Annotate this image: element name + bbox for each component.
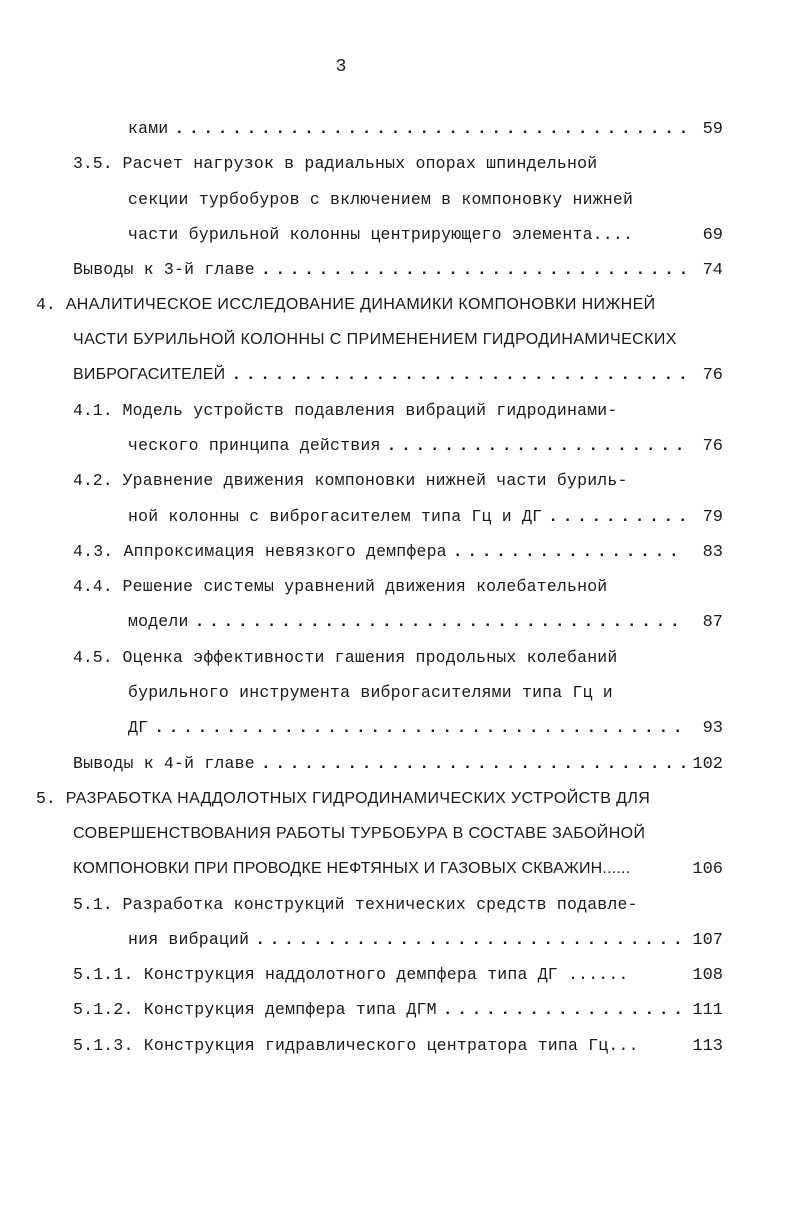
toc-entry-text: Разработка конструкций технических средств подавле- bbox=[122, 895, 638, 914]
section-number: 3.5. bbox=[73, 154, 113, 173]
toc-entry-text: ной колонны с виброгасителем типа Гц и ДГ bbox=[128, 507, 543, 526]
toc-chapter-continuation bbox=[73, 821, 645, 847]
section-number: 5.1.1. bbox=[73, 965, 134, 984]
toc-entry-page: 76 bbox=[702, 366, 723, 385]
toc-entry-text: Модель устройств подавления вибраций гидродинами- bbox=[122, 401, 618, 420]
toc-entry-page: 106 bbox=[692, 860, 723, 879]
toc-entry-text: Выводы к 3-й главе bbox=[73, 260, 255, 279]
section-number: 4.5. bbox=[73, 648, 113, 667]
toc-entry-page: 107 bbox=[692, 931, 723, 950]
toc-entry bbox=[73, 892, 638, 918]
toc-entry-text: ния вибраций bbox=[128, 930, 250, 949]
toc-entry bbox=[73, 151, 597, 177]
toc-entry-page: 108 bbox=[692, 966, 723, 985]
toc-entry bbox=[73, 539, 723, 565]
leader-dots bbox=[255, 927, 685, 953]
section-number: 4.4. bbox=[73, 577, 113, 596]
toc-chapter-title: СОВЕРШЕНСТВОВАНИЯ РАБОТЫ ТУРБОБУРА В СОСТАВЕ ЗАБОЙНОЙ bbox=[73, 825, 646, 842]
toc-entry-text: Выводы к 4-й главе bbox=[73, 754, 255, 773]
toc-chapter bbox=[36, 786, 650, 812]
toc-entry-page: 83 bbox=[702, 543, 723, 562]
leader-dots bbox=[443, 997, 685, 1023]
toc-entry bbox=[73, 997, 723, 1023]
toc-entry-text: Уравнение движения компоновки нижней части буриль- bbox=[122, 471, 628, 490]
toc-entry-continuation bbox=[128, 680, 613, 706]
toc-entry-page: 111 bbox=[692, 1001, 723, 1020]
leader-dots bbox=[195, 609, 685, 635]
toc-entry-page: 79 bbox=[702, 508, 723, 527]
leader-dots bbox=[231, 362, 685, 388]
leader-dots bbox=[154, 715, 685, 741]
toc-entry-page: 93 bbox=[702, 719, 723, 738]
chapter-number: 4. bbox=[36, 295, 56, 314]
toc-entry-continuation bbox=[128, 715, 723, 741]
toc-entry-text: Решение системы уравнений движения колебательной bbox=[122, 577, 608, 596]
toc-entry bbox=[73, 751, 723, 777]
leader-dots bbox=[261, 751, 685, 777]
toc-entry-text: ками bbox=[128, 119, 169, 138]
toc-entry bbox=[73, 574, 607, 600]
section-number: 5.1. bbox=[73, 895, 113, 914]
toc-entry bbox=[128, 116, 723, 142]
toc-entry-page: 69 bbox=[702, 226, 723, 245]
toc-chapter-title: ВИБРОГАСИТЕЛЕЙ bbox=[73, 366, 226, 383]
toc-entry-continuation bbox=[128, 927, 723, 953]
toc-entry-page: 87 bbox=[702, 613, 723, 632]
page-number: 3 bbox=[335, 57, 347, 77]
toc-entry bbox=[73, 645, 618, 671]
section-number: 5.1.2. bbox=[73, 1000, 134, 1019]
toc-entry-page: 59 bbox=[702, 120, 723, 139]
toc-chapter-title: АНАЛИТИЧЕСКОЕ ИССЛЕДОВАНИЕ ДИНАМИКИ КОМПОНОВКИ НИЖНЕЙ bbox=[65, 296, 656, 313]
toc-entry-page: 74 bbox=[702, 261, 723, 280]
toc-chapter bbox=[36, 292, 656, 318]
toc-entry-text: части бурильной колонны центрирующего элемента.... bbox=[128, 225, 634, 244]
toc-entry-continuation bbox=[128, 187, 633, 213]
toc-entry-text: Конструкция демпфера типа ДГМ bbox=[143, 1000, 437, 1019]
leader-dots bbox=[174, 116, 685, 142]
toc-entry-text: Оценка эффективности гашения продольных колебаний bbox=[122, 648, 618, 667]
toc-entry-text: бурильного инструмента виброгасителями типа Гц и bbox=[128, 683, 613, 702]
toc-entry-continuation bbox=[128, 433, 723, 459]
toc-entry bbox=[73, 398, 618, 424]
toc-entry-text: Аппроксимация невязкого демпфера bbox=[123, 542, 447, 561]
section-number: 5.1.3. bbox=[73, 1036, 134, 1055]
section-number: 4.2. bbox=[73, 471, 113, 490]
section-number: 4.1. bbox=[73, 401, 113, 420]
toc-entry-text: секции турбобуров с включением в компоновку нижней bbox=[128, 190, 634, 209]
toc-entry bbox=[73, 468, 628, 494]
toc-entry-text: Конструкция гидравлического центратора типа Гц... bbox=[143, 1036, 639, 1055]
toc-entry-page: 76 bbox=[702, 437, 723, 456]
toc-entry-text: ДГ bbox=[128, 718, 149, 737]
toc-chapter-title: ЧАСТИ БУРИЛЬНОЙ КОЛОННЫ С ПРИМЕНЕНИЕМ ГИДРОДИНАМИЧЕСКИХ bbox=[73, 331, 677, 348]
toc-chapter-title: КОМПОНОВКИ ПРИ ПРОВОДКЕ НЕФТЯНЫХ И ГАЗОВЫХ СКВАЖИН...... bbox=[73, 860, 631, 877]
toc-chapter-continuation bbox=[73, 856, 723, 882]
toc-entry bbox=[73, 1033, 723, 1059]
toc-entry-text: Конструкция наддолотного демпфера типа ДГ ...... bbox=[143, 965, 629, 984]
chapter-number: 5. bbox=[36, 789, 56, 808]
toc-entry-text: модели bbox=[128, 612, 189, 631]
toc-chapter-continuation bbox=[73, 362, 723, 388]
toc-entry-text: ческого принципа действия bbox=[128, 436, 381, 455]
leader-dots bbox=[261, 257, 685, 283]
toc-entry-text: Расчет нагрузок в радиальных опорах шпиндельной bbox=[122, 154, 598, 173]
toc-chapter-title: РАЗРАБОТКА НАДДОЛОТНЫХ ГИДРОДИНАМИЧЕСКИХ УСТРОЙСТВ ДЛЯ bbox=[65, 790, 651, 807]
toc-entry-continuation bbox=[128, 504, 723, 530]
toc-entry-continuation bbox=[128, 609, 723, 635]
leader-dots bbox=[453, 539, 685, 565]
section-number: 4.3. bbox=[73, 542, 114, 561]
toc-entry bbox=[73, 962, 723, 988]
toc-entry bbox=[73, 257, 723, 283]
toc-chapter-continuation bbox=[73, 327, 677, 353]
toc-entry-page: 113 bbox=[692, 1037, 723, 1056]
leader-dots bbox=[548, 504, 685, 530]
leader-dots bbox=[387, 433, 685, 459]
toc-entry-continuation bbox=[128, 222, 723, 248]
toc-entry-page: 102 bbox=[692, 755, 723, 774]
